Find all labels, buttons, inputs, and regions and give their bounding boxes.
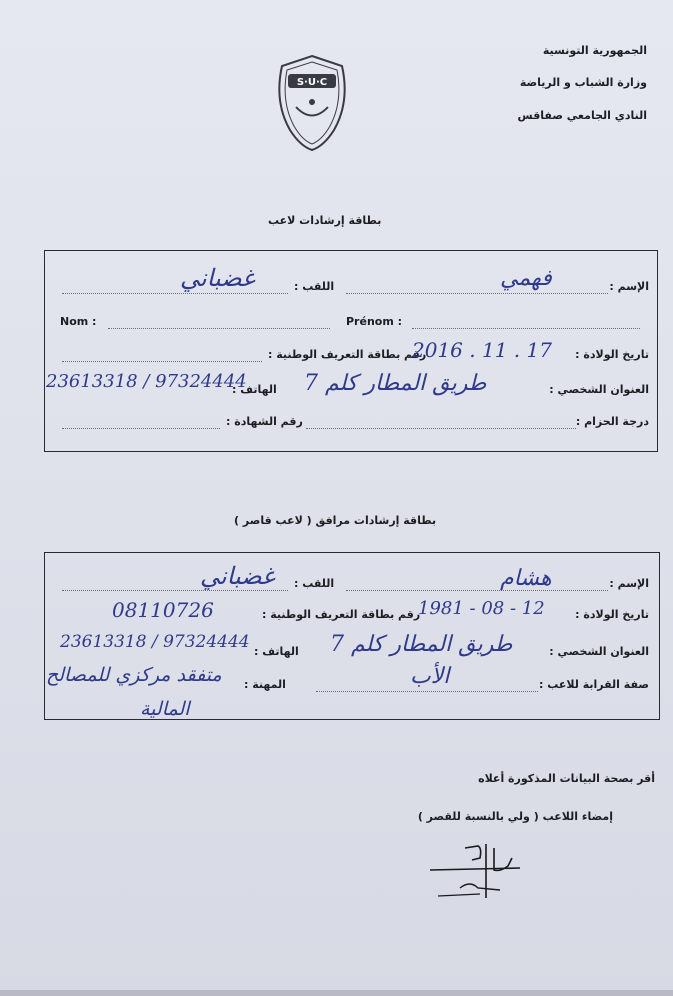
player-first-name-label: الإسم : (609, 280, 649, 293)
player-belt-line (306, 428, 576, 429)
player-id-label: رقم بطاقة التعريف الوطنية : (268, 348, 427, 361)
player-belt-label: درجة الحزام : (575, 415, 649, 428)
companion-card-title: بطاقة إرشادات مرافق ( لاعب قاصر ) (234, 514, 437, 527)
companion-address-value: طريق المطار كلم 7 (330, 632, 513, 657)
companion-first-name-value: هشام (500, 566, 552, 591)
player-certificate-label: رقم الشهادة : (226, 415, 303, 428)
republic-line: الجمهورية التونسية (542, 44, 647, 57)
companion-phone-value: 23613318 / 97324444 (60, 632, 250, 652)
companion-first-name-label: الإسم : (609, 577, 649, 590)
companion-id-label: رقم بطاقة التعريف الوطنية : (262, 608, 421, 621)
companion-relation-value: الأب (410, 664, 450, 689)
logo-text: S·U·C (296, 77, 328, 88)
companion-job-label: المهنة : (244, 678, 286, 691)
player-nom-label: Nom : (60, 315, 97, 328)
player-birth-date-label: تاريخ الولادة : (575, 348, 649, 361)
companion-first-name-line (346, 590, 608, 591)
companion-birth-date-label: تاريخ الولادة : (575, 608, 649, 621)
companion-id-value: 08110726 (112, 598, 214, 622)
signature-label: إمضاء اللاعب ( ولي بالنسبة للقصر ) (417, 810, 613, 823)
companion-last-name-line (62, 590, 288, 591)
player-prenom-label: Prénom : (346, 315, 403, 328)
page-bottom-edge (0, 990, 673, 996)
player-phone-value: 23613318 / 97324444 (46, 371, 247, 392)
player-certificate-line (62, 428, 220, 429)
companion-last-name-label: اللقب : (294, 577, 335, 590)
companion-job-value-line1: متفقد مركزي للمصالح (46, 664, 222, 686)
companion-job-value-line2: المالية (140, 698, 190, 720)
player-address-value: طريق المطار كلم 7 (304, 371, 487, 396)
player-address-label: العنوان الشخصي : (549, 383, 649, 396)
player-birth-date-value: 2016 . 11 . 17 (412, 338, 552, 362)
companion-last-name-value: غضباني (200, 562, 275, 590)
player-card-title: بطاقة إرشادات لاعب (268, 214, 382, 227)
club-line: النادي الجامعي صفاقس (517, 109, 647, 122)
player-prenom-line (412, 328, 640, 329)
companion-relation-line (316, 691, 538, 692)
club-logo-icon (270, 52, 354, 152)
player-nom-line (108, 328, 330, 329)
signature-icon (420, 840, 530, 900)
player-last-name-label: اللقب : (294, 280, 335, 293)
player-id-line (62, 361, 262, 362)
player-first-name-value: فهمي (500, 266, 552, 291)
player-last-name-value: غضباني (180, 264, 255, 292)
player-phone-label: الهاتف : (232, 383, 277, 396)
companion-relation-label: صفة القرابة للاعب : (539, 678, 649, 691)
ministry-line: وزارة الشباب و الرياضة (519, 76, 647, 89)
companion-birth-date-value: 12 - 08 - 1981 (418, 598, 545, 619)
companion-phone-label: الهاتف : (254, 645, 299, 658)
player-first-name-line (346, 293, 608, 294)
companion-address-label: العنوان الشخصي : (549, 645, 649, 658)
player-last-name-line (62, 293, 288, 294)
certification-text: أقر بصحة البيانات المذكورة أعلاه (478, 772, 655, 785)
